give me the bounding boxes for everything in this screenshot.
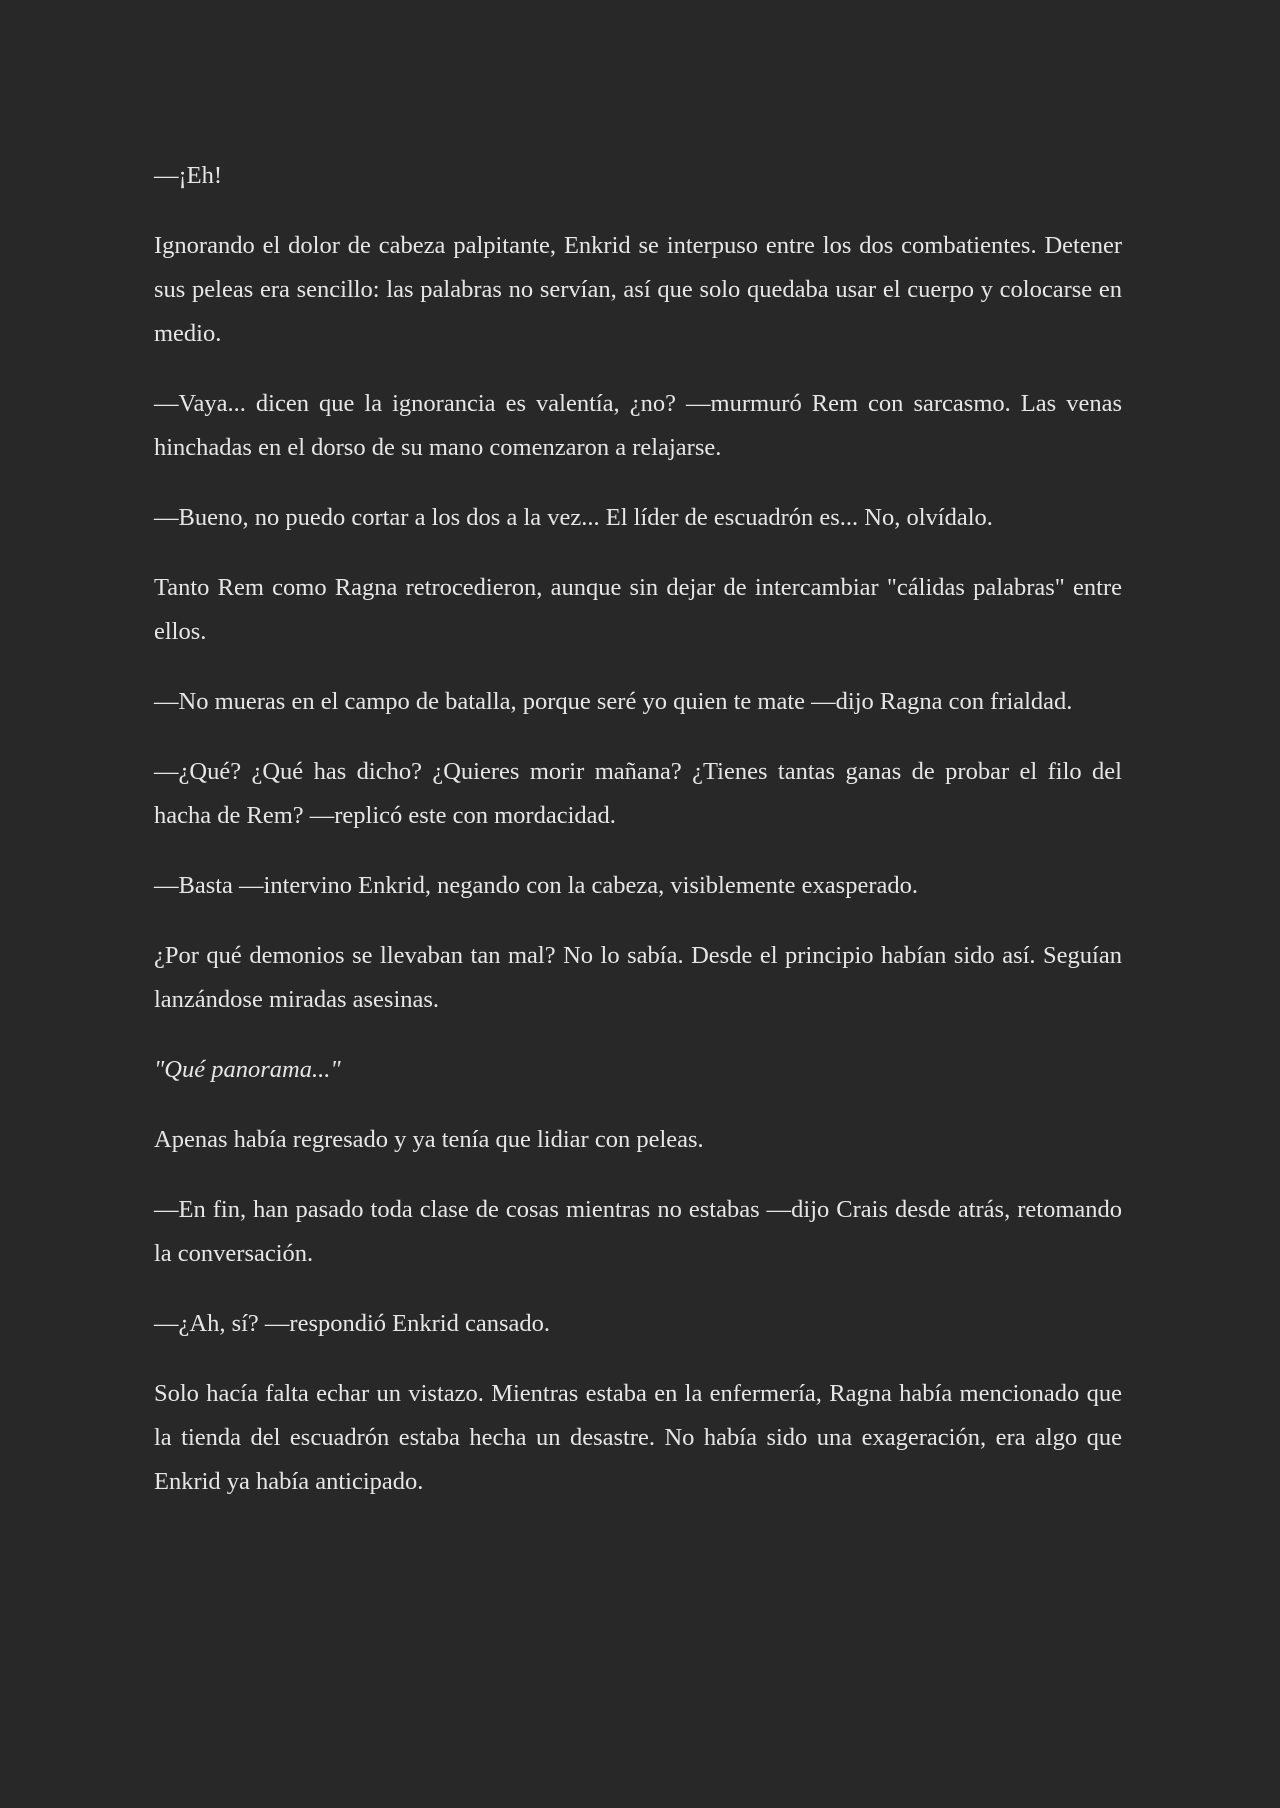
paragraph-dialogue: —Basta —intervino Enkrid, negando con la cabeza, visiblemente exasperado.	[154, 872, 918, 899]
paragraph-dialogue: —¿Qué? ¿Qué has dicho? ¿Quieres morir mañana? ¿Tienes tantas ganas de probar el filo del hacha de Rem? —replicó este con mordacidad.	[154, 758, 1122, 829]
paragraph-dialogue: —Bueno, no puedo cortar a los dos a la vez... El líder de escuadrón es... No, olvídalo.	[154, 504, 993, 531]
paragraph-dialogue: —En fin, han pasado toda clase de cosas mientras no estabas —dijo Crais desde atrás, retomando la conversación.	[154, 1196, 1122, 1267]
reading-pane	[154, 154, 1122, 1530]
paragraph-dialogue: —¿Ah, sí? —respondió Enkrid cansado.	[154, 1310, 550, 1337]
paragraph-dialogue: —No mueras en el campo de batalla, porque seré yo quien te mate —dijo Ragna con frialdad.	[154, 688, 1073, 715]
paragraph-dialogue: —¡Eh!	[154, 162, 223, 189]
paragraph-dialogue: —Vaya... dicen que la ignorancia es valentía, ¿no? —murmuró Rem con sarcasmo. Las venas hinchadas en el dorso de su mano comenzaron a relajarse.	[154, 390, 1122, 461]
paragraph-inner-thought: "Qué panorama..."	[154, 1056, 341, 1083]
paragraph-narration: Ignorando el dolor de cabeza palpitante, Enkrid se interpuso entre los dos combatientes. Detener sus peleas era sencillo: las palabras no servían, así que solo quedaba usar el cuerpo y colocarse en medio.	[154, 232, 1122, 347]
paragraph-narration: ¿Por qué demonios se llevaban tan mal? No lo sabía. Desde el principio habían sido así. Seguían lanzándose miradas asesinas.	[154, 942, 1122, 1013]
paragraph-narration: Apenas había regresado y ya tenía que lidiar con peleas.	[154, 1126, 704, 1153]
paragraph-narration: Solo hacía falta echar un vistazo. Mientras estaba en la enfermería, Ragna había mencionado que la tienda del escuadrón estaba hecha un desastre. No había sido una exageración, era algo que Enkrid ya había anticipado.	[154, 1380, 1122, 1495]
paragraph-narration: Tanto Rem como Ragna retrocedieron, aunque sin dejar de intercambiar "cálidas palabras" entre ellos.	[154, 574, 1122, 645]
